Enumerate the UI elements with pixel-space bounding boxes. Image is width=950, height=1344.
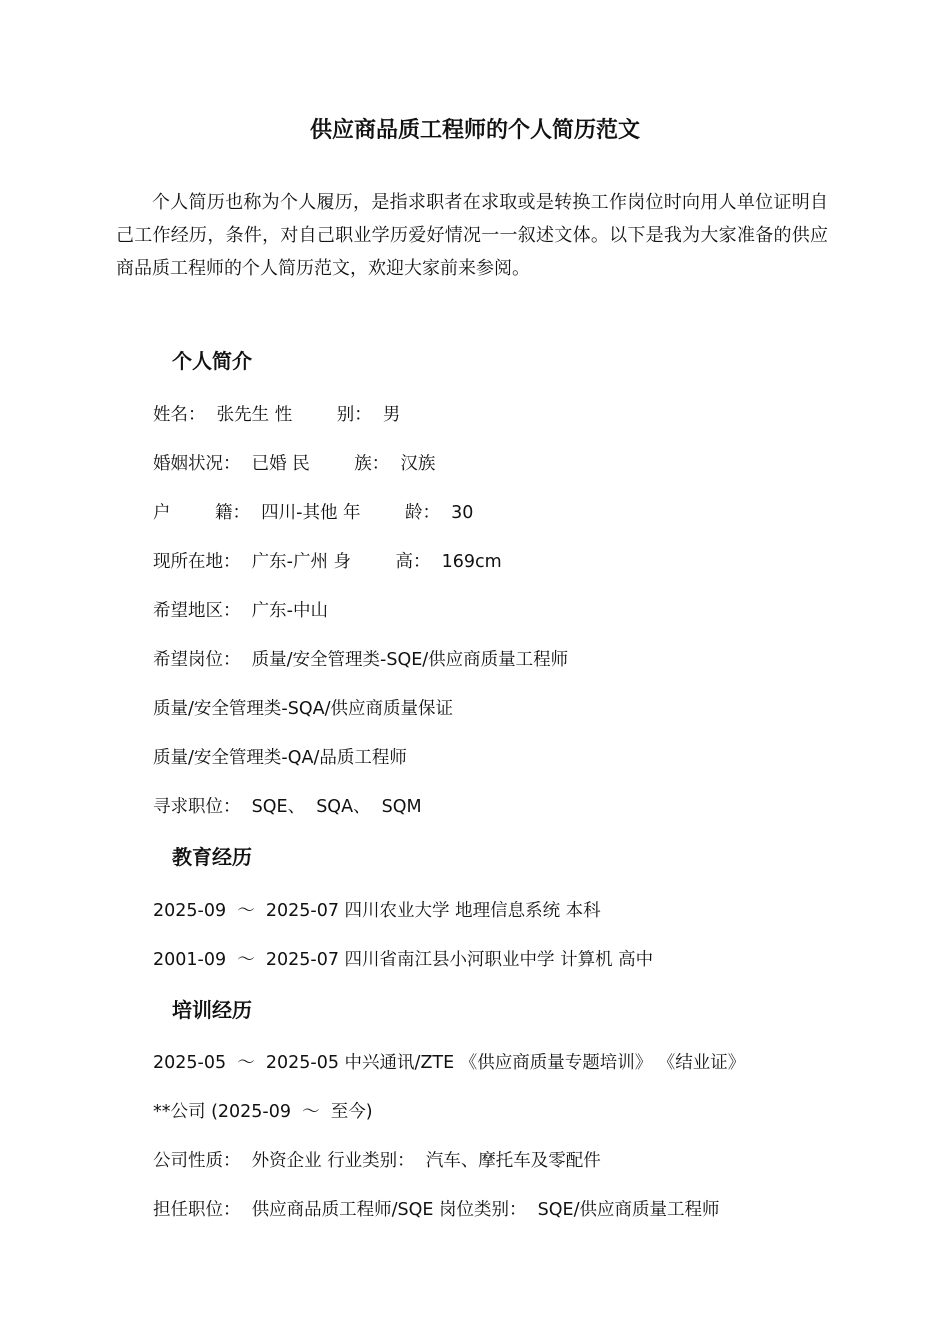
training-entry: 2025-05 ～ 2025-05 中兴通讯/ZTE 《供应商质量专题培训》 《结业证》 [153, 1053, 746, 1073]
intro-paragraph: 个人简历也称为个人履历，是指求职者在求取或是转换工作岗位时向用人单位证明自己工作经历，条件，对自己职业学历爱好情况一一叙述文体。以下是我为大家准备的供应商品质工程师的个人简历范文，欢迎大家前来参阅。 [116, 192, 828, 279]
profile-line-marital-ethnicity: 婚姻状况： 已婚 民 族： 汉族 [153, 454, 436, 474]
profile-line-desired-position-1: 希望岗位： 质量/安全管理类-SQE/供应商质量工程师 [153, 650, 569, 670]
work-company-line: **公司 (2025-09 ～ 至今) [153, 1102, 373, 1122]
profile-line-hukou-age: 户 籍： 四川-其他 年 龄： 30 [153, 503, 474, 523]
profile-line-seeking-roles: 寻求职位： SQE、 SQA、 SQM [153, 797, 422, 817]
work-position-line: 担任职位： 供应商品质工程师/SQE 岗位类别： SQE/供应商质量工程师 [153, 1200, 720, 1220]
profile-line-desired-position-2: 质量/安全管理类-SQA/供应商质量保证 [153, 699, 453, 719]
section-heading-profile: 个人简介 [172, 349, 252, 373]
profile-line-desired-region: 希望地区： 广东-中山 [153, 601, 328, 621]
education-entry: 2025-09 ～ 2025-07 四川农业大学 地理信息系统 本科 [153, 901, 601, 921]
page-title: 供应商品质工程师的个人简历范文 [309, 118, 640, 143]
profile-line-location-height: 现所在地： 广东-广州 身 高： 169cm [153, 552, 502, 572]
profile-line-desired-position-3: 质量/安全管理类-QA/品质工程师 [153, 748, 407, 768]
section-heading-training: 培训经历 [172, 998, 252, 1022]
profile-line-name-gender: 姓名： 张先生 性 别： 男 [153, 405, 401, 425]
work-company-nature-line: 公司性质： 外资企业 行业类别： 汽车、摩托车及零配件 [153, 1151, 601, 1171]
section-heading-education: 教育经历 [172, 845, 252, 869]
education-entry: 2001-09 ～ 2025-07 四川省南江县小河职业中学 计算机 高中 [153, 950, 654, 970]
